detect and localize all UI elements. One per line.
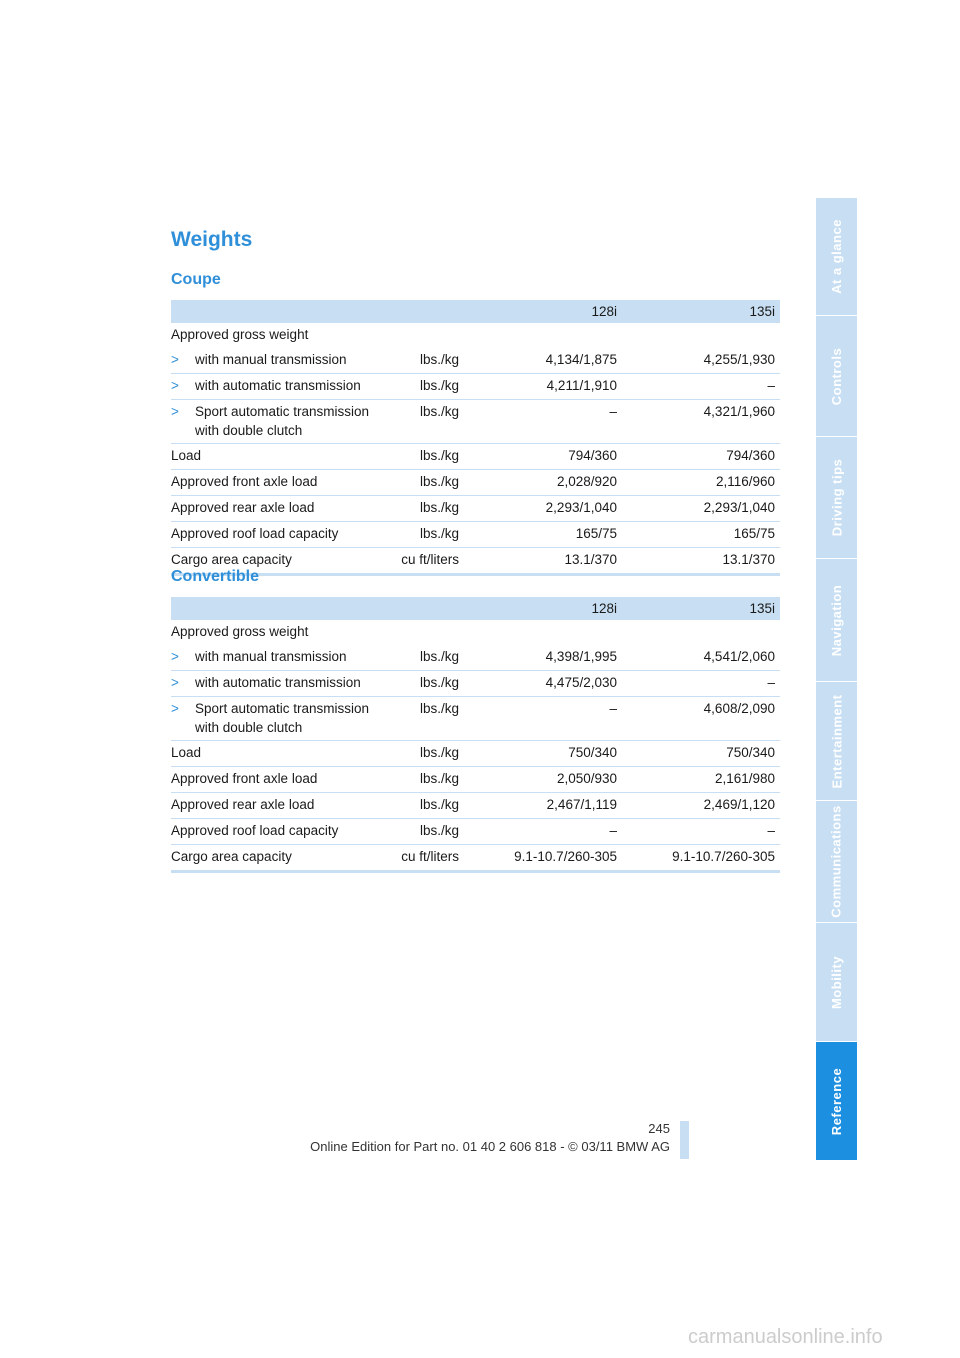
watermark: carmanualsonline.info [688,1326,883,1348]
value-135i-cell: – [617,671,780,697]
row-label: Approved rear axle load [171,500,315,515]
column-header-135i: 135i [617,300,780,323]
row-label: Sport automatic transmission with double clutch [195,701,370,735]
row-label-cell [171,741,389,767]
row-label-cell [171,348,389,374]
row-label-cell [171,845,389,872]
section-title-coupe: Coupe [171,271,221,288]
chapter-tab-label: Navigation [829,584,844,656]
unit-cell: lbs./kg [389,522,459,548]
value-135i-cell: 794/360 [617,444,780,470]
unit-cell: lbs./kg [389,444,459,470]
row-label-cell [171,697,389,741]
value-135i-cell: 2,116/960 [617,470,780,496]
table-row [171,522,780,548]
gross-weight-label: Approved gross weight [171,624,309,639]
row-label: Load [171,448,202,463]
unit-cell: lbs./kg [389,374,459,400]
value-135i-cell: 13.1/370 [617,548,780,575]
table-row [171,645,780,671]
row-label-cell [171,496,389,522]
unit-cell: lbs./kg [389,697,459,741]
value-128i-cell: 794/360 [459,444,617,470]
unit-cell: lbs./kg [389,819,459,845]
chapter-tab-label: Reference [829,1067,844,1135]
row-label-cell [171,767,389,793]
row-label: with manual transmission [195,352,347,367]
footer-edition-text: Online Edition for Part no. 01 40 2 606 818 - © 03/11 BMW AG [310,1139,670,1154]
value-128i-cell: 13.1/370 [459,548,617,575]
chapter-tab-at-a-glance[interactable] [816,198,857,315]
chapter-tab-label: Mobility [829,955,845,1009]
row-label-cell [171,671,389,697]
table-row [171,374,780,400]
value-135i-cell: 2,293/1,040 [617,496,780,522]
unit-cell: lbs./kg [389,767,459,793]
chapter-tab-reference[interactable] [816,1042,857,1160]
value-135i-cell: 2,161/980 [617,767,780,793]
bullet-icon: > [171,352,179,367]
chapter-tab-navigation[interactable] [816,559,857,681]
value-135i-cell: 4,255/1,930 [703,352,775,367]
unit-cell: lbs./kg [389,741,459,767]
column-header-128i: 128i [459,300,617,323]
value-128i-cell: – [459,400,617,444]
chapter-tabs [816,198,857,1160]
page-title: Weights [171,228,253,251]
unit-cell: lbs./kg [389,400,459,444]
row-label: Approved roof load capacity [171,526,339,541]
column-header-128i: 128i [459,597,617,620]
value-128i-cell: 750/340 [459,741,617,767]
unit-cell: lbs./kg [389,496,459,522]
value-128i-cell: – [459,819,617,845]
value-128i-cell: 2,028/920 [459,470,617,496]
table-header-row [171,597,780,620]
table-row [171,496,780,522]
row-label-cell [171,645,389,671]
chapter-tab-label: Controls [829,347,845,405]
value-128i-cell: 4,398/1,995 [545,649,617,664]
table-row [171,697,780,741]
value-135i-cell: 9.1-10.7/260-305 [617,845,780,872]
table-row [171,444,780,470]
unit-cell: cu ft/liters [389,845,459,872]
footer-accent-bar [680,1121,689,1159]
table-row [171,348,780,374]
row-label: Approved front axle load [171,474,318,489]
row-label: with automatic transmission [195,675,361,690]
value-128i-cell: 4,211/1,910 [459,374,617,400]
table-row [171,741,780,767]
chapter-tab-controls[interactable] [816,316,857,436]
chapter-tab-label: Communications [829,805,844,918]
row-label-cell [171,374,389,400]
chapter-tab-label: Entertainment [829,694,844,788]
value-128i-cell: 2,293/1,040 [459,496,617,522]
bullet-icon: > [171,649,179,664]
unit-cell: lbs./kg [419,352,459,367]
value-128i-cell: 4,475/2,030 [459,671,617,697]
convertible-table [171,597,780,873]
table-row [171,470,780,496]
coupe-table [171,300,780,576]
table-row [171,400,780,444]
table-row [171,671,780,697]
row-label-cell [171,819,389,845]
bullet-icon: > [171,675,179,690]
unit-cell: lbs./kg [389,470,459,496]
chapter-tab-mobility[interactable] [816,923,857,1041]
chapter-tab-communications[interactable] [816,801,857,922]
page-number: 245 [648,1121,670,1136]
unit-cell: lbs./kg [389,671,459,697]
chapter-tab-label: At a glance [829,219,845,294]
value-128i-cell: 4,134/1,875 [545,352,617,367]
value-135i-cell: 4,321/1,960 [617,400,780,444]
value-135i-cell: 165/75 [617,522,780,548]
column-header-135i: 135i [617,597,780,620]
row-label: with automatic transmission [195,378,361,393]
unit-cell: lbs./kg [389,793,459,819]
row-label: with manual transmission [195,649,347,664]
table-row [171,620,780,645]
row-label: Cargo area capacity [171,849,292,864]
row-label-cell [171,470,389,496]
value-135i-cell: – [617,819,780,845]
row-label-cell [171,400,389,444]
gross-weight-label: Approved gross weight [171,327,309,342]
value-128i-cell: 9.1-10.7/260-305 [459,845,617,872]
unit-cell: lbs./kg [419,649,459,664]
row-label: Load [171,745,202,760]
table-row [171,767,780,793]
value-135i-cell: 4,608/2,090 [617,697,780,741]
row-label-cell [171,793,389,819]
value-128i-cell: 2,467/1,119 [459,793,617,819]
row-label: Approved rear axle load [171,797,315,812]
row-label: Sport automatic transmission with double clutch [195,404,370,438]
section-title-convertible: Convertible [171,568,260,585]
table-row [171,793,780,819]
row-label: Approved roof load capacity [171,823,339,838]
value-128i-cell: 165/75 [459,522,617,548]
chapter-tab-driving-tips[interactable] [816,437,857,558]
table-row [171,819,780,845]
row-label: Approved front axle load [171,771,318,786]
value-135i-cell: 2,469/1,120 [617,793,780,819]
value-135i-cell: 750/340 [617,741,780,767]
table-header-row [171,300,780,323]
chapter-tab-label: Driving tips [829,458,845,537]
unit-cell: cu ft/liters [389,548,459,575]
table-row [171,323,780,348]
chapter-tab-entertainment[interactable] [816,682,857,800]
row-label-cell [171,444,389,470]
value-128i-cell: – [459,697,617,741]
row-label: Cargo area capacity [171,552,292,567]
value-128i-cell: 2,050/930 [459,767,617,793]
bullet-icon: > [171,701,179,716]
bullet-icon: > [171,378,179,393]
value-135i-cell: – [617,374,780,400]
table-row [171,845,780,872]
value-135i-cell: 4,541/2,060 [703,649,775,664]
bullet-icon: > [171,404,179,419]
table-row [171,548,780,575]
row-label-cell [171,522,389,548]
